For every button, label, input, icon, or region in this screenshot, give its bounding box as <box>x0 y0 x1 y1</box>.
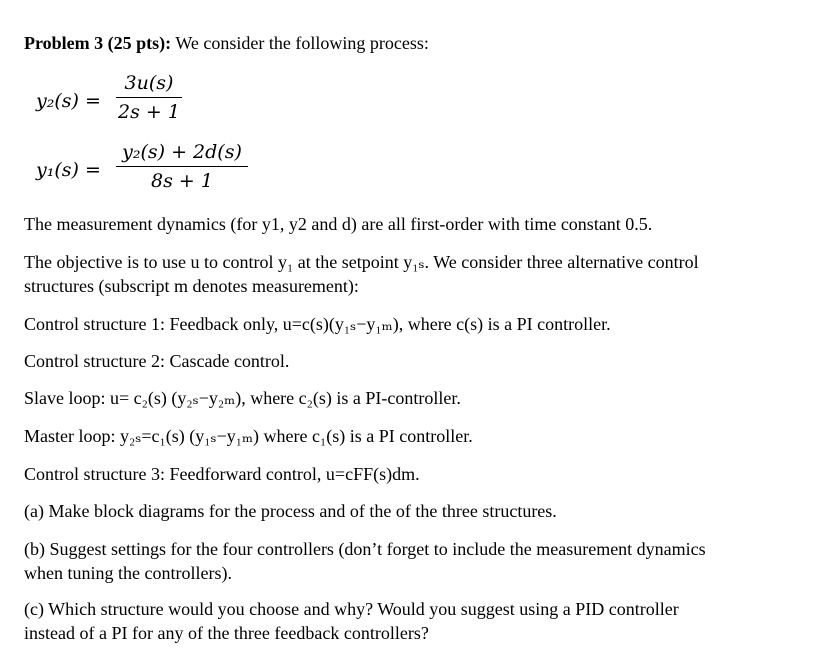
question-c-line2: instead of a PI for any of the three feedback controllers? <box>24 623 429 643</box>
fraction-bar <box>116 166 248 167</box>
equation-y1-fraction <box>116 141 248 192</box>
paragraph-measurement-dynamics: The measurement dynamics (for y1, y2 and d) are all first-order with time constant 0.5. <box>24 214 653 234</box>
question-b-line1: (b) Suggest settings for the four controllers (don’t forget to include the measurement dynamics <box>24 539 706 559</box>
equation-y2-denominator: 2s + 1 <box>118 101 180 123</box>
problem-heading: Problem 3 (25 pts): <box>24 33 172 53</box>
equation-y2-numerator: 3u(s) <box>124 72 174 94</box>
question-a: (a) Make block diagrams for the process and of the of the three structures. <box>24 501 557 521</box>
paragraph-objective-line2: structures (subscript m denotes measurement): <box>24 276 359 296</box>
paragraph-control-structure-2: Control structure 2: Cascade control. <box>24 351 290 371</box>
fraction-bar <box>116 97 182 98</box>
question-b-line2: when tuning the controllers). <box>24 563 232 583</box>
paragraph-slave-loop: Slave loop: u= c₂(s) (y₂ₛ−y₂ₘ), where c₂(s) is a PI-controller. <box>24 388 461 408</box>
paragraph-master-loop: Master loop: y₂ₛ=c₁(s) (y₁ₛ−y₁ₘ) where c₁(s) is a PI controller. <box>24 426 473 446</box>
paragraph-control-structure-3: Control structure 3: Feedforward control, u=cFF(s)dm. <box>24 464 420 484</box>
equation-y2-fraction <box>116 72 182 123</box>
problem-intro: We consider the following process: <box>175 33 429 53</box>
paragraph-control-structure-1: Control structure 1: Feedback only, u=c(s)(y₁ₛ−y₁ₘ), where c(s) is a PI controller. <box>24 314 611 334</box>
paragraph-objective-line1: The objective is to use u to control y₁ at the setpoint y₁ₛ. We consider three alternative control <box>24 252 699 272</box>
equation-y2-lhs: y₂(s) = <box>36 90 101 112</box>
equation-y1-numerator: y₂(s) + 2d(s) <box>122 141 242 163</box>
equation-y1-denominator: 8s + 1 <box>151 170 213 192</box>
problem-heading-line <box>24 31 429 55</box>
equation-y1-lhs: y₁(s) = <box>36 159 101 181</box>
question-c-line1: (c) Which structure would you choose and why? Would you suggest using a PID controller <box>24 599 679 619</box>
